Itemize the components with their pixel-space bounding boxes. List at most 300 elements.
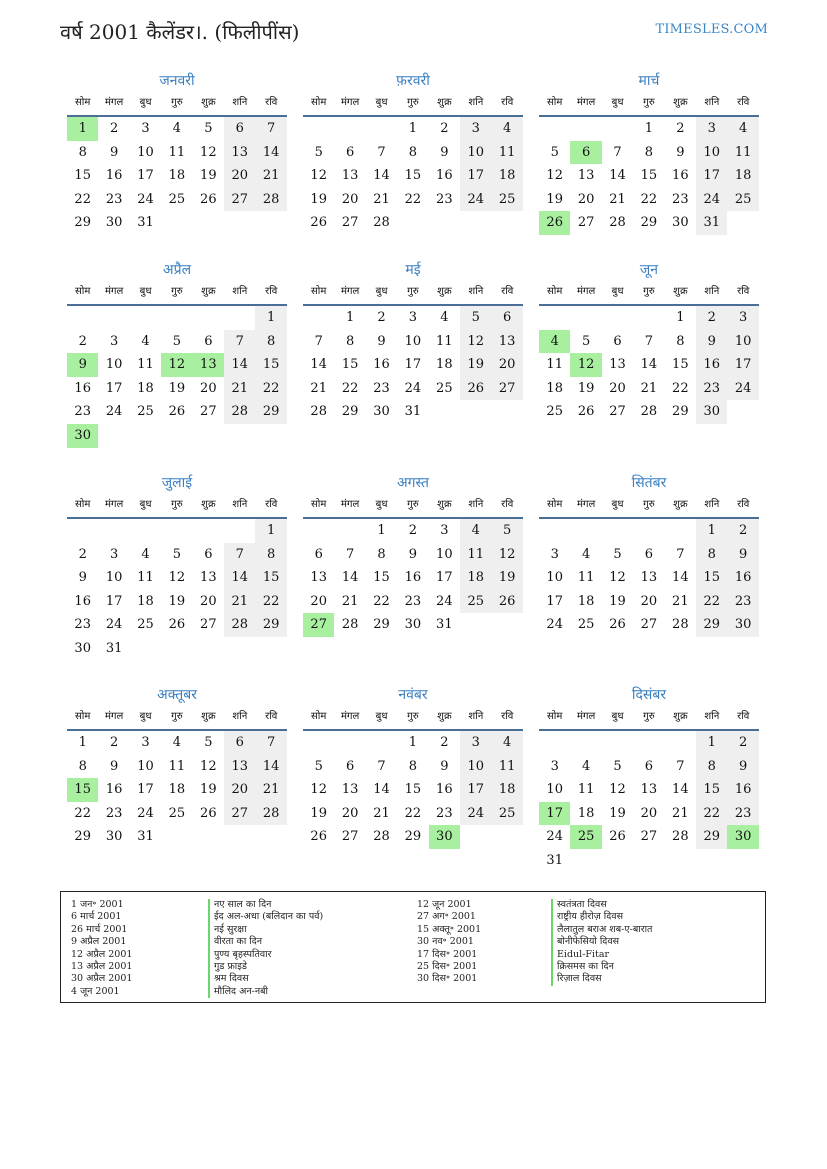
day-cell[interactable]: 14: [672, 570, 689, 586]
day-cell[interactable]: 1: [255, 306, 286, 330]
day-cell[interactable]: 25: [168, 805, 186, 821]
day-cell[interactable]: 27: [491, 377, 522, 401]
day-cell[interactable]: 7: [255, 117, 286, 141]
day-cell[interactable]: 14: [224, 353, 255, 377]
day-cell[interactable]: 19: [460, 353, 491, 377]
day-cell[interactable]: 20: [640, 805, 658, 821]
day-cell[interactable]: 16: [696, 353, 727, 377]
day-cell[interactable]: 14: [341, 570, 359, 586]
holiday-day-cell[interactable]: 13: [193, 353, 224, 377]
day-cell[interactable]: 11: [168, 758, 186, 774]
day-cell[interactable]: 22: [74, 191, 91, 207]
day-cell[interactable]: 7: [255, 731, 286, 755]
day-cell[interactable]: 29: [74, 829, 91, 845]
day-cell[interactable]: 11: [137, 357, 154, 373]
day-cell[interactable]: 12: [609, 782, 626, 798]
day-cell[interactable]: 2: [377, 310, 386, 325]
day-cell[interactable]: 31: [137, 215, 154, 231]
day-cell[interactable]: 17: [137, 782, 154, 798]
day-cell[interactable]: 16: [74, 380, 91, 396]
day-cell[interactable]: 29: [255, 400, 286, 424]
day-cell[interactable]: 20: [200, 593, 217, 609]
day-cell[interactable]: 30: [672, 215, 689, 231]
day-cell[interactable]: 12: [200, 758, 217, 774]
day-cell[interactable]: 16: [436, 168, 453, 184]
day-cell[interactable]: 15: [404, 782, 422, 798]
day-cell[interactable]: 18: [577, 805, 595, 821]
day-cell[interactable]: 22: [696, 590, 727, 614]
day-cell[interactable]: 31: [105, 640, 123, 656]
day-cell[interactable]: 7: [613, 144, 622, 160]
day-cell[interactable]: 29: [672, 404, 689, 420]
day-cell[interactable]: 21: [672, 805, 689, 821]
day-cell[interactable]: 20: [341, 805, 359, 821]
day-cell[interactable]: 9: [377, 333, 386, 349]
day-cell[interactable]: 2: [696, 306, 727, 330]
day-cell[interactable]: 2: [676, 121, 685, 136]
day-cell[interactable]: 2: [78, 333, 87, 349]
day-cell[interactable]: 16: [436, 782, 453, 798]
day-cell[interactable]: 6: [224, 731, 255, 755]
day-cell[interactable]: 8: [345, 333, 355, 349]
day-cell[interactable]: 31: [546, 852, 563, 868]
day-cell[interactable]: 20: [609, 380, 626, 396]
day-cell[interactable]: 19: [200, 782, 217, 798]
day-cell[interactable]: 3: [109, 333, 119, 349]
day-cell[interactable]: 10: [137, 144, 154, 160]
day-cell[interactable]: 26: [310, 829, 327, 845]
day-cell[interactable]: 12: [168, 570, 186, 586]
day-cell[interactable]: 7: [644, 333, 654, 349]
day-cell[interactable]: 18: [577, 593, 595, 609]
day-cell[interactable]: 16: [727, 566, 758, 590]
day-cell[interactable]: 5: [314, 758, 323, 774]
day-cell[interactable]: 14: [640, 357, 658, 373]
day-cell[interactable]: 8: [696, 755, 727, 779]
day-cell[interactable]: 18: [168, 168, 186, 184]
day-cell[interactable]: 22: [404, 805, 422, 821]
day-cell[interactable]: 7: [377, 144, 386, 160]
day-cell[interactable]: 25: [460, 590, 491, 614]
day-cell[interactable]: 28: [373, 829, 390, 845]
day-cell[interactable]: 24: [137, 805, 154, 821]
day-cell[interactable]: 31: [137, 829, 154, 845]
day-cell[interactable]: 27: [200, 617, 217, 633]
day-cell[interactable]: 3: [109, 546, 119, 562]
day-cell[interactable]: 24: [460, 188, 491, 212]
day-cell[interactable]: 15: [404, 168, 422, 184]
day-cell[interactable]: 28: [640, 404, 658, 420]
day-cell[interactable]: 16: [74, 593, 91, 609]
day-cell[interactable]: 11: [577, 782, 595, 798]
day-cell[interactable]: 25: [137, 404, 154, 420]
day-cell[interactable]: 30: [105, 829, 123, 845]
day-cell[interactable]: 27: [577, 215, 595, 231]
day-cell[interactable]: 19: [491, 566, 522, 590]
day-cell[interactable]: 27: [609, 404, 626, 420]
day-cell[interactable]: 25: [491, 188, 522, 212]
day-cell[interactable]: 2: [727, 731, 758, 755]
day-cell[interactable]: 6: [491, 306, 522, 330]
day-cell[interactable]: 27: [341, 829, 359, 845]
site-link[interactable]: TIMESLES.COM: [655, 22, 768, 37]
day-cell[interactable]: 13: [200, 570, 217, 586]
day-cell[interactable]: 15: [255, 353, 286, 377]
day-cell[interactable]: 13: [224, 755, 255, 779]
day-cell[interactable]: 25: [168, 191, 186, 207]
day-cell[interactable]: 10: [436, 546, 453, 562]
day-cell[interactable]: 8: [255, 543, 286, 567]
day-cell[interactable]: 18: [436, 357, 453, 373]
day-cell[interactable]: 1: [408, 735, 418, 750]
day-cell[interactable]: 25: [577, 617, 595, 633]
day-cell[interactable]: 24: [546, 829, 563, 845]
day-cell[interactable]: 31: [404, 404, 422, 420]
day-cell[interactable]: 14: [373, 782, 390, 798]
day-cell[interactable]: 9: [440, 144, 449, 160]
day-cell[interactable]: 6: [314, 546, 323, 562]
day-cell[interactable]: 13: [640, 570, 658, 586]
day-cell[interactable]: 17: [105, 593, 123, 609]
day-cell[interactable]: 25: [137, 617, 154, 633]
day-cell[interactable]: 23: [672, 191, 689, 207]
day-cell[interactable]: 26: [609, 829, 626, 845]
day-cell[interactable]: 5: [460, 306, 491, 330]
day-cell[interactable]: 5: [581, 333, 591, 349]
day-cell[interactable]: 9: [727, 755, 758, 779]
day-cell[interactable]: 1: [78, 735, 87, 750]
day-cell[interactable]: 15: [255, 566, 286, 590]
day-cell[interactable]: 4: [581, 546, 591, 562]
day-cell[interactable]: 20: [200, 380, 217, 396]
day-cell[interactable]: 21: [640, 380, 658, 396]
day-cell[interactable]: 13: [341, 168, 359, 184]
day-cell[interactable]: 20: [640, 593, 658, 609]
day-cell[interactable]: 13: [609, 357, 626, 373]
day-cell[interactable]: 16: [373, 357, 390, 373]
day-cell[interactable]: 6: [345, 758, 355, 774]
day-cell[interactable]: 26: [577, 404, 595, 420]
day-cell[interactable]: 14: [373, 168, 390, 184]
day-cell[interactable]: 19: [609, 805, 626, 821]
day-cell[interactable]: 29: [696, 825, 727, 849]
holiday-day-cell[interactable]: 1: [67, 117, 98, 141]
day-cell[interactable]: 4: [172, 121, 182, 136]
day-cell[interactable]: 10: [460, 755, 491, 779]
day-cell[interactable]: 5: [172, 546, 182, 562]
day-cell[interactable]: 6: [644, 546, 654, 562]
day-cell[interactable]: 19: [168, 593, 186, 609]
day-cell[interactable]: 1: [644, 121, 654, 136]
day-cell[interactable]: 28: [224, 400, 255, 424]
day-cell[interactable]: 6: [345, 144, 355, 160]
day-cell[interactable]: 28: [672, 617, 689, 633]
day-cell[interactable]: 10: [546, 782, 563, 798]
day-cell[interactable]: 27: [341, 215, 359, 231]
day-cell[interactable]: 17: [696, 164, 727, 188]
day-cell[interactable]: 14: [310, 357, 327, 373]
day-cell[interactable]: 26: [168, 617, 186, 633]
day-cell[interactable]: 14: [609, 168, 626, 184]
day-cell[interactable]: 15: [373, 570, 390, 586]
holiday-day-cell[interactable]: 25: [570, 825, 601, 849]
day-cell[interactable]: 25: [436, 380, 453, 396]
holiday-day-cell[interactable]: 4: [539, 330, 570, 354]
day-cell[interactable]: 13: [577, 168, 595, 184]
day-cell[interactable]: 3: [460, 731, 491, 755]
day-cell[interactable]: 11: [491, 141, 522, 165]
day-cell[interactable]: 27: [640, 617, 658, 633]
day-cell[interactable]: 18: [491, 778, 522, 802]
day-cell[interactable]: 23: [727, 802, 758, 826]
day-cell[interactable]: 13: [310, 570, 327, 586]
day-cell[interactable]: 18: [460, 566, 491, 590]
day-cell[interactable]: 7: [345, 546, 355, 562]
day-cell[interactable]: 8: [78, 758, 87, 774]
day-cell[interactable]: 13: [341, 782, 359, 798]
day-cell[interactable]: 19: [200, 168, 217, 184]
day-cell[interactable]: 20: [577, 191, 595, 207]
day-cell[interactable]: 21: [373, 805, 390, 821]
day-cell[interactable]: 17: [460, 164, 491, 188]
day-cell[interactable]: 22: [373, 593, 390, 609]
day-cell[interactable]: 20: [491, 353, 522, 377]
day-cell[interactable]: 2: [440, 121, 449, 136]
day-cell[interactable]: 19: [577, 380, 595, 396]
day-cell[interactable]: 27: [224, 802, 255, 826]
holiday-day-cell[interactable]: 15: [67, 778, 98, 802]
day-cell[interactable]: 11: [460, 543, 491, 567]
day-cell[interactable]: 2: [408, 523, 418, 538]
day-cell[interactable]: 26: [491, 590, 522, 614]
day-cell[interactable]: 14: [255, 755, 286, 779]
day-cell[interactable]: 24: [105, 404, 123, 420]
day-cell[interactable]: 5: [204, 121, 213, 136]
day-cell[interactable]: 24: [696, 188, 727, 212]
day-cell[interactable]: 10: [105, 357, 123, 373]
day-cell[interactable]: 6: [644, 758, 654, 774]
day-cell[interactable]: 1: [345, 310, 355, 325]
day-cell[interactable]: 7: [224, 330, 255, 354]
day-cell[interactable]: 17: [727, 353, 758, 377]
day-cell[interactable]: 31: [696, 211, 727, 235]
day-cell[interactable]: 15: [640, 168, 658, 184]
day-cell[interactable]: 1: [696, 519, 727, 543]
day-cell[interactable]: 17: [460, 778, 491, 802]
day-cell[interactable]: 26: [200, 805, 217, 821]
day-cell[interactable]: 9: [78, 570, 87, 586]
day-cell[interactable]: 8: [696, 543, 727, 567]
day-cell[interactable]: 28: [373, 215, 390, 231]
day-cell[interactable]: 25: [546, 404, 563, 420]
day-cell[interactable]: 22: [341, 380, 359, 396]
day-cell[interactable]: 10: [105, 570, 123, 586]
day-cell[interactable]: 10: [404, 333, 422, 349]
day-cell[interactable]: 21: [224, 590, 255, 614]
day-cell[interactable]: 12: [200, 144, 217, 160]
day-cell[interactable]: 10: [696, 141, 727, 165]
day-cell[interactable]: 3: [727, 306, 758, 330]
holiday-day-cell[interactable]: 12: [570, 353, 601, 377]
day-cell[interactable]: 21: [341, 593, 359, 609]
day-cell[interactable]: 9: [727, 543, 758, 567]
day-cell[interactable]: 16: [672, 168, 689, 184]
day-cell[interactable]: 9: [676, 144, 685, 160]
day-cell[interactable]: 8: [408, 144, 418, 160]
day-cell[interactable]: 5: [204, 735, 213, 750]
day-cell[interactable]: 22: [255, 590, 286, 614]
day-cell[interactable]: 4: [440, 310, 449, 325]
day-cell[interactable]: 29: [373, 617, 390, 633]
day-cell[interactable]: 22: [672, 380, 689, 396]
day-cell[interactable]: 26: [168, 404, 186, 420]
day-cell[interactable]: 10: [137, 758, 154, 774]
day-cell[interactable]: 5: [613, 546, 622, 562]
day-cell[interactable]: 11: [727, 141, 758, 165]
day-cell[interactable]: 18: [137, 593, 154, 609]
day-cell[interactable]: 29: [696, 613, 727, 637]
day-cell[interactable]: 6: [613, 333, 622, 349]
day-cell[interactable]: 6: [204, 333, 213, 349]
day-cell[interactable]: 1: [696, 731, 727, 755]
day-cell[interactable]: 8: [644, 144, 654, 160]
holiday-day-cell[interactable]: 6: [570, 141, 601, 165]
day-cell[interactable]: 9: [109, 144, 119, 160]
day-cell[interactable]: 22: [640, 191, 658, 207]
day-cell[interactable]: 30: [696, 400, 727, 424]
day-cell[interactable]: 3: [550, 546, 559, 562]
day-cell[interactable]: 4: [141, 333, 150, 349]
day-cell[interactable]: 9: [440, 758, 449, 774]
day-cell[interactable]: 3: [696, 117, 727, 141]
day-cell[interactable]: 22: [74, 805, 91, 821]
day-cell[interactable]: 29: [341, 404, 359, 420]
day-cell[interactable]: 19: [310, 805, 327, 821]
day-cell[interactable]: 6: [224, 117, 255, 141]
holiday-day-cell[interactable]: 9: [67, 353, 98, 377]
holiday-day-cell[interactable]: 27: [303, 613, 334, 637]
day-cell[interactable]: 2: [78, 546, 87, 562]
day-cell[interactable]: 18: [137, 380, 154, 396]
day-cell[interactable]: 16: [727, 778, 758, 802]
day-cell[interactable]: 20: [341, 191, 359, 207]
day-cell[interactable]: 20: [310, 593, 327, 609]
day-cell[interactable]: 28: [255, 188, 286, 212]
day-cell[interactable]: 23: [105, 191, 123, 207]
day-cell[interactable]: 2: [109, 121, 119, 136]
day-cell[interactable]: 23: [404, 593, 422, 609]
day-cell[interactable]: 8: [78, 144, 87, 160]
day-cell[interactable]: 1: [408, 121, 418, 136]
day-cell[interactable]: 24: [460, 802, 491, 826]
day-cell[interactable]: 20: [224, 778, 255, 802]
day-cell[interactable]: 4: [491, 117, 522, 141]
day-cell[interactable]: 19: [310, 191, 327, 207]
day-cell[interactable]: 4: [491, 731, 522, 755]
day-cell[interactable]: 24: [105, 617, 123, 633]
day-cell[interactable]: 23: [74, 404, 91, 420]
day-cell[interactable]: 19: [168, 380, 186, 396]
day-cell[interactable]: 13: [224, 141, 255, 165]
day-cell[interactable]: 23: [727, 590, 758, 614]
day-cell[interactable]: 4: [172, 735, 182, 750]
day-cell[interactable]: 30: [74, 640, 91, 656]
day-cell[interactable]: 7: [676, 758, 685, 774]
day-cell[interactable]: 16: [105, 782, 123, 798]
day-cell[interactable]: 27: [640, 829, 658, 845]
day-cell[interactable]: 11: [436, 333, 453, 349]
day-cell[interactable]: 5: [172, 333, 182, 349]
day-cell[interactable]: 11: [546, 357, 563, 373]
day-cell[interactable]: 19: [609, 593, 626, 609]
day-cell[interactable]: 24: [546, 617, 563, 633]
day-cell[interactable]: 11: [168, 144, 186, 160]
day-cell[interactable]: 5: [314, 144, 323, 160]
day-cell[interactable]: 4: [460, 519, 491, 543]
day-cell[interactable]: 30: [404, 617, 422, 633]
day-cell[interactable]: 23: [436, 191, 453, 207]
day-cell[interactable]: 4: [581, 758, 591, 774]
day-cell[interactable]: 25: [491, 802, 522, 826]
day-cell[interactable]: 23: [105, 805, 123, 821]
day-cell[interactable]: 15: [672, 357, 689, 373]
day-cell[interactable]: 10: [727, 330, 758, 354]
day-cell[interactable]: 23: [436, 805, 453, 821]
day-cell[interactable]: 3: [408, 310, 418, 325]
day-cell[interactable]: 15: [74, 168, 91, 184]
day-cell[interactable]: 12: [460, 330, 491, 354]
day-cell[interactable]: 28: [255, 802, 286, 826]
day-cell[interactable]: 7: [377, 758, 386, 774]
day-cell[interactable]: 11: [491, 755, 522, 779]
holiday-day-cell[interactable]: 30: [67, 424, 98, 448]
day-cell[interactable]: 21: [672, 593, 689, 609]
day-cell[interactable]: 17: [404, 357, 422, 373]
day-cell[interactable]: 3: [550, 758, 559, 774]
day-cell[interactable]: 24: [436, 593, 453, 609]
day-cell[interactable]: 21: [255, 778, 286, 802]
day-cell[interactable]: 14: [255, 141, 286, 165]
day-cell[interactable]: 13: [491, 330, 522, 354]
day-cell[interactable]: 4: [727, 117, 758, 141]
day-cell[interactable]: 21: [310, 380, 327, 396]
day-cell[interactable]: 21: [373, 191, 390, 207]
day-cell[interactable]: 3: [440, 523, 449, 538]
day-cell[interactable]: 29: [255, 613, 286, 637]
day-cell[interactable]: 18: [546, 380, 563, 396]
day-cell[interactable]: 20: [224, 164, 255, 188]
day-cell[interactable]: 30: [105, 215, 123, 231]
day-cell[interactable]: 23: [373, 380, 390, 396]
day-cell[interactable]: 2: [727, 519, 758, 543]
day-cell[interactable]: 24: [404, 380, 422, 396]
day-cell[interactable]: 23: [696, 377, 727, 401]
day-cell[interactable]: 16: [105, 168, 123, 184]
day-cell[interactable]: 23: [74, 617, 91, 633]
day-cell[interactable]: 14: [672, 782, 689, 798]
day-cell[interactable]: 2: [109, 735, 119, 750]
day-cell[interactable]: 2: [440, 735, 449, 750]
day-cell[interactable]: 28: [310, 404, 327, 420]
day-cell[interactable]: 18: [491, 164, 522, 188]
day-cell[interactable]: 12: [609, 570, 626, 586]
day-cell[interactable]: 17: [137, 168, 154, 184]
day-cell[interactable]: 30: [727, 613, 758, 637]
day-cell[interactable]: 7: [314, 333, 323, 349]
day-cell[interactable]: 29: [640, 215, 658, 231]
day-cell[interactable]: 15: [696, 566, 727, 590]
day-cell[interactable]: 26: [460, 377, 491, 401]
